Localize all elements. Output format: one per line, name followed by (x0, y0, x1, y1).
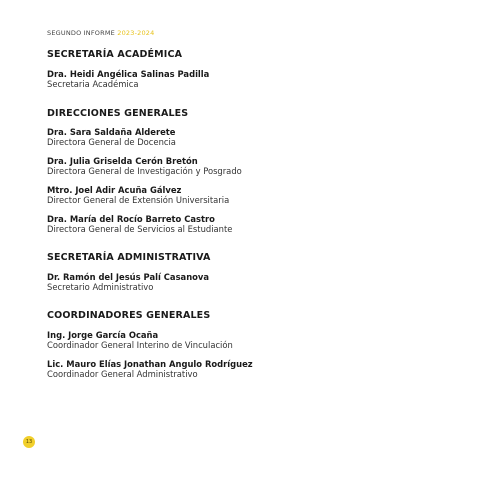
section-title-secretaria-academica: SECRETARÍA ACADÉMICA (47, 49, 183, 60)
entry-name: Dra. Heidi Angélica Salinas Padilla (47, 69, 210, 79)
entry-name: Dra. Julia Griselda Cerón Bretón (47, 156, 198, 166)
entry-role: Coordinador General Interino de Vinculación (47, 340, 233, 350)
page-number-badge: 13 (23, 436, 35, 448)
entry-name: Dr. Ramón del Jesús Palí Casanova (47, 272, 210, 282)
entry-role: Secretario Administrativo (47, 282, 154, 292)
entry-role: Directora General de Investigación y Posgrado (47, 166, 242, 176)
entry-name: Ing. Jorge García Ocaña (47, 330, 159, 340)
section-title-secretaria-administrativa: SECRETARÍA ADMINISTRATIVA (47, 252, 211, 263)
entry-role: Directora General de Servicios al Estudiante (47, 224, 233, 234)
report-header (47, 29, 154, 37)
report-title: SEGUNDO INFORME (47, 29, 115, 37)
entry-role: Coordinador General Administrativo (47, 369, 198, 379)
entry-name: Dra. Sara Saldaña Alderete (47, 127, 176, 137)
entry-name: Dra. María del Rocío Barreto Castro (47, 214, 215, 224)
entry-role: Secretaria Académica (47, 79, 139, 89)
entry-name: Mtro. Joel Adir Acuña Gálvez (47, 185, 182, 195)
entry-role: Directora General de Docencia (47, 137, 176, 147)
section-title-direcciones-generales: DIRECCIONES GENERALES (47, 108, 189, 119)
entry-role: Director General de Extensión Universitaria (47, 195, 230, 205)
report-years: 2023-2024 (117, 29, 155, 37)
section-title-coordinadores-generales: COORDINADORES GENERALES (47, 310, 211, 321)
entry-name: Lic. Mauro Elías Jonathan Angulo Rodríguez (47, 359, 253, 369)
